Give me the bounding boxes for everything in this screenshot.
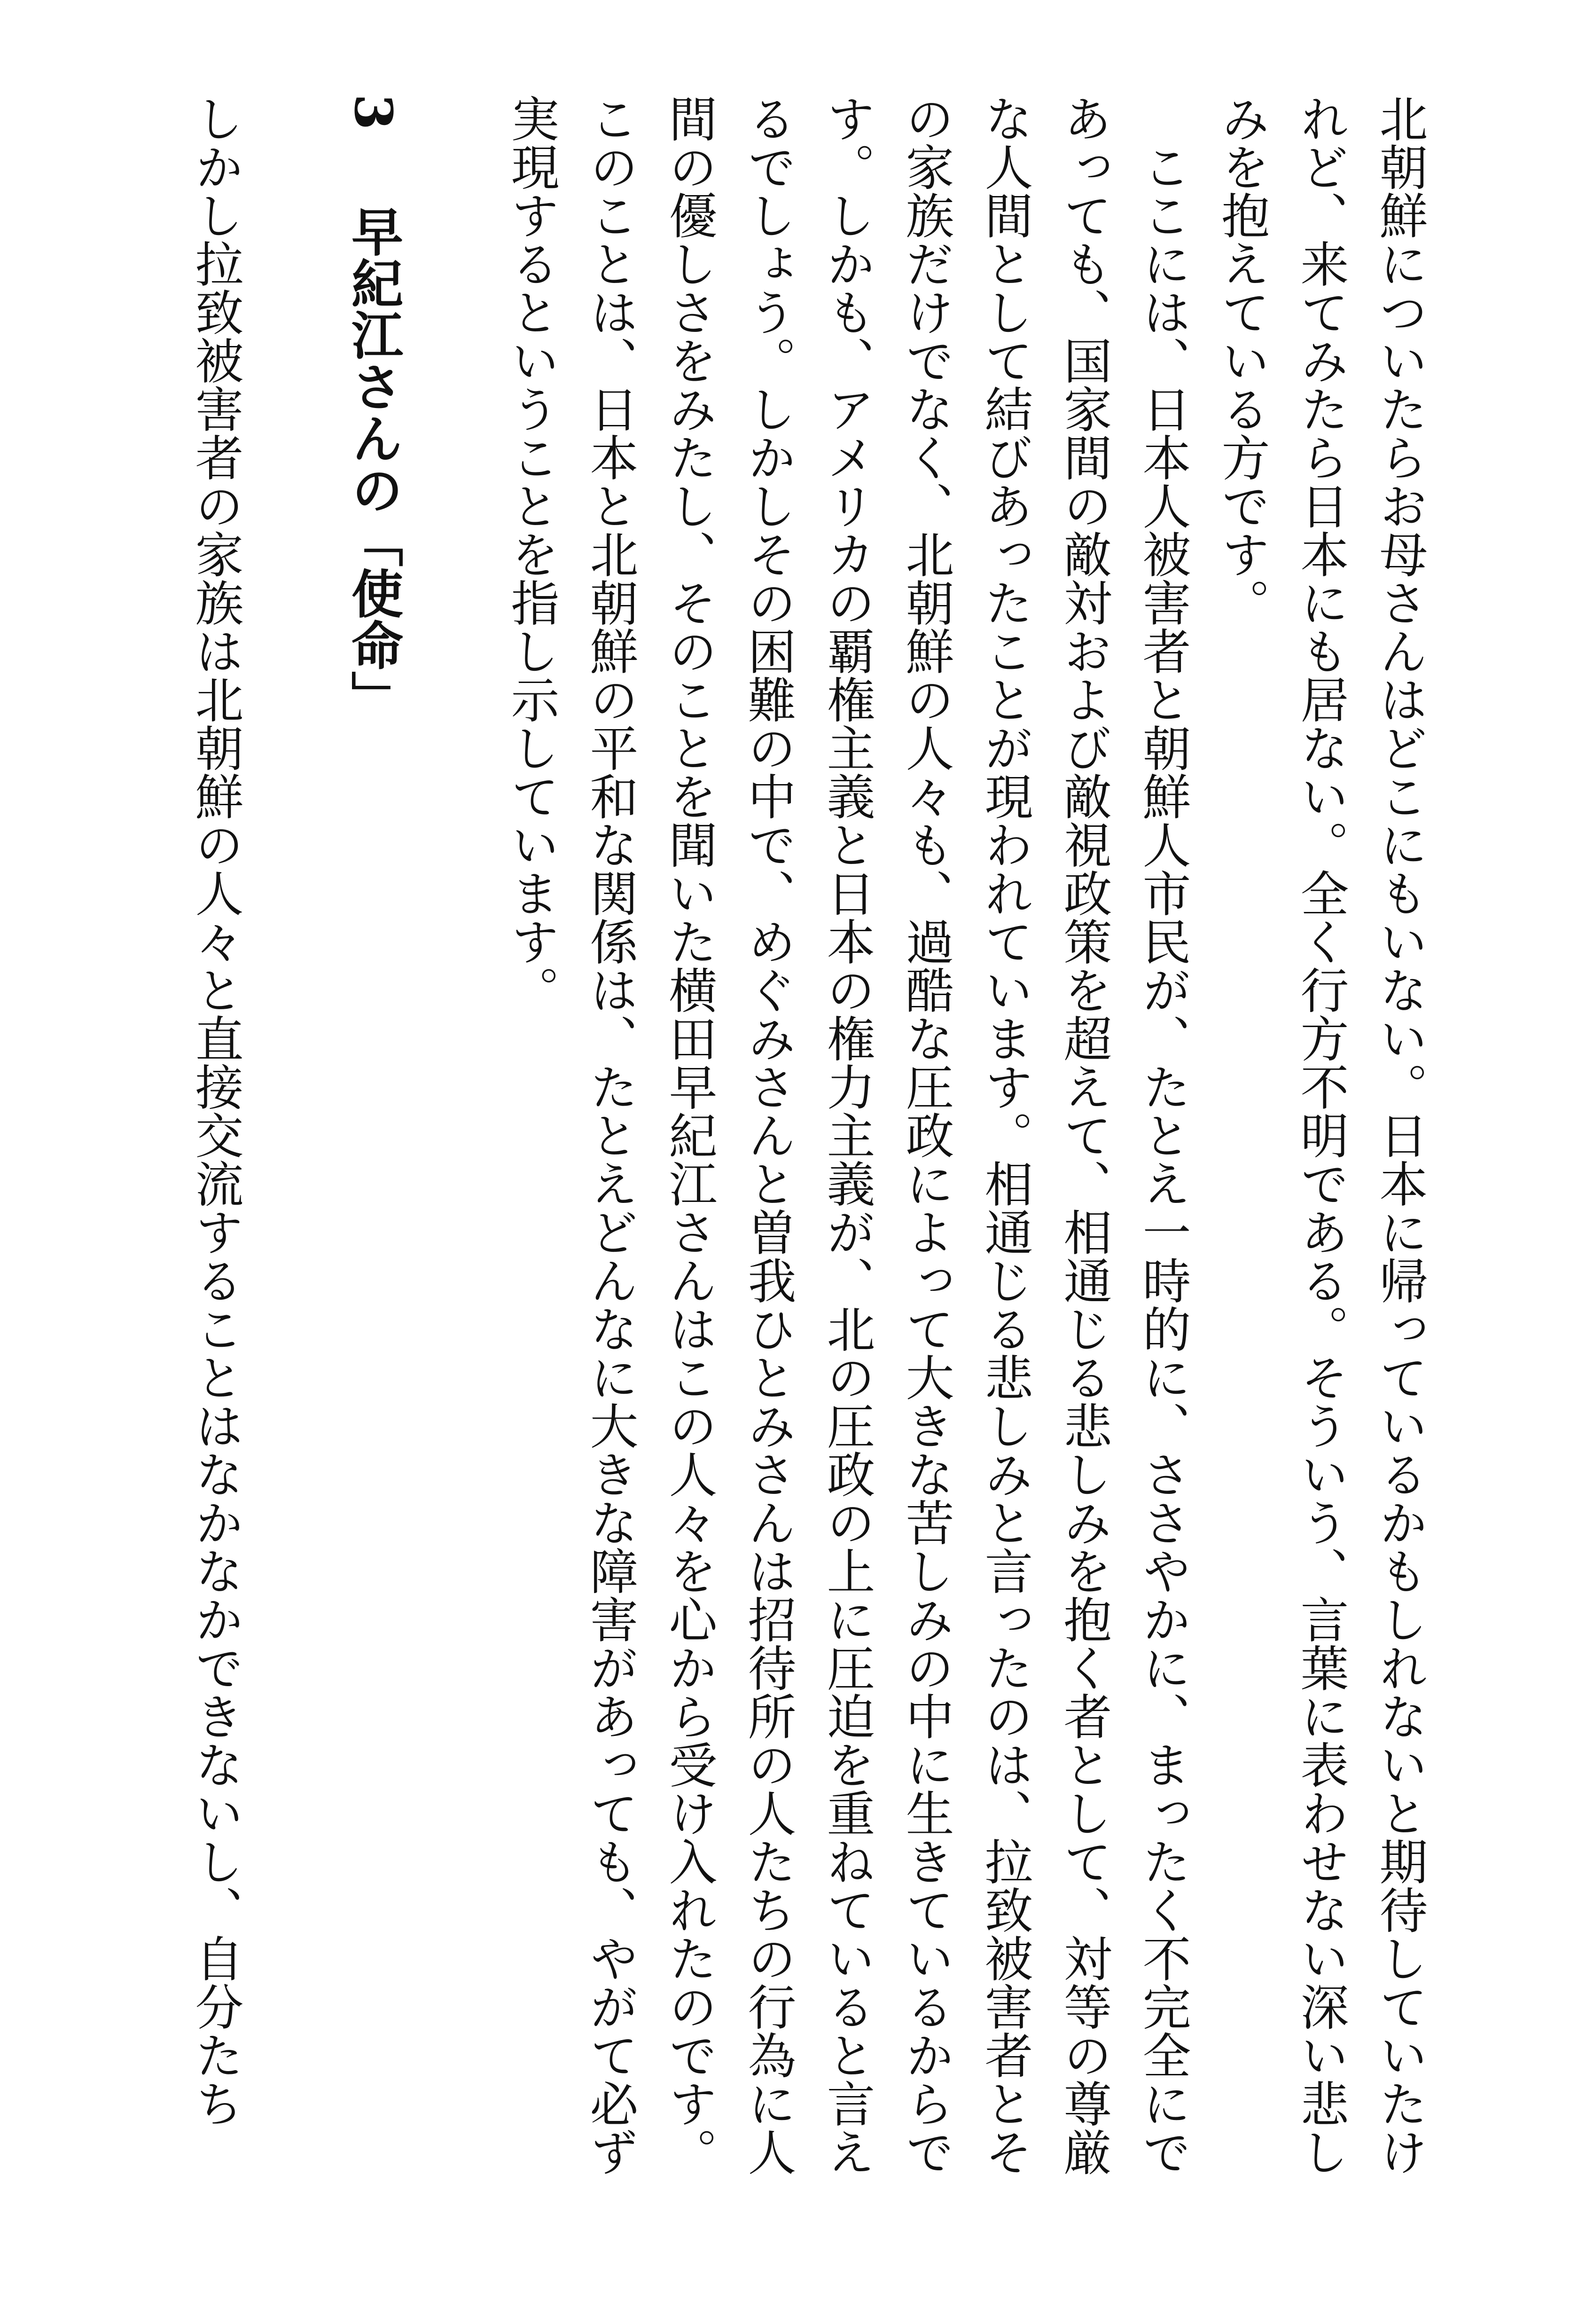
section-heading [334, 94, 413, 2209]
section-title: 早紀江さんの「使命」 [343, 205, 404, 722]
paragraph-2: ここには、日本人被害者と朝鮮人市民が、たとえ一時的に、ささやかに、まったく不完全にであっても、国家間の敵対および敵視政策を超えて、相通じる悲しみを抱く者として、対等の尊厳な人間として結びあったことが現われています。相通じる悲しみと言ったのは、拉致被害者とその家族だけでなく、北朝鮮の人々も、過酷な圧政によって大きな苦しみの中に生きているからです。しかも、アメリカの覇権主義と日本の権力主義が、北の圧政の上に圧迫を重ねていると言えるでしょう。しかしその困難の中で、めぐみさんと曽我ひとみさんは招待所の人たちの行為に人間の優しさをみたし、そのことを聞いた横田早紀江さんはこの人々を心から受け入れたのです。このことは、日本と北朝鮮の平和な関係は、たとえどんなに大きな障害があっても、やがて必ず実現するということを指し示しています。 [503, 94, 1191, 2176]
section-number: 3 [343, 94, 404, 130]
vertical-text-body [176, 94, 1439, 2209]
paragraph-3: しかし拉致被害者の家族は北朝鮮の人々と直接交流することはなかなかできないし、自分たち [187, 94, 243, 2128]
paragraph-1: 北朝鮮についたらお母さんはどこにもいない。日本に帰っているかもしれないと期待していたけれど、来てみたら日本にも居ない。全く行方不明である。そういう、言葉に表わせない深い悲しみを抱えている方です。 [1213, 94, 1428, 2176]
